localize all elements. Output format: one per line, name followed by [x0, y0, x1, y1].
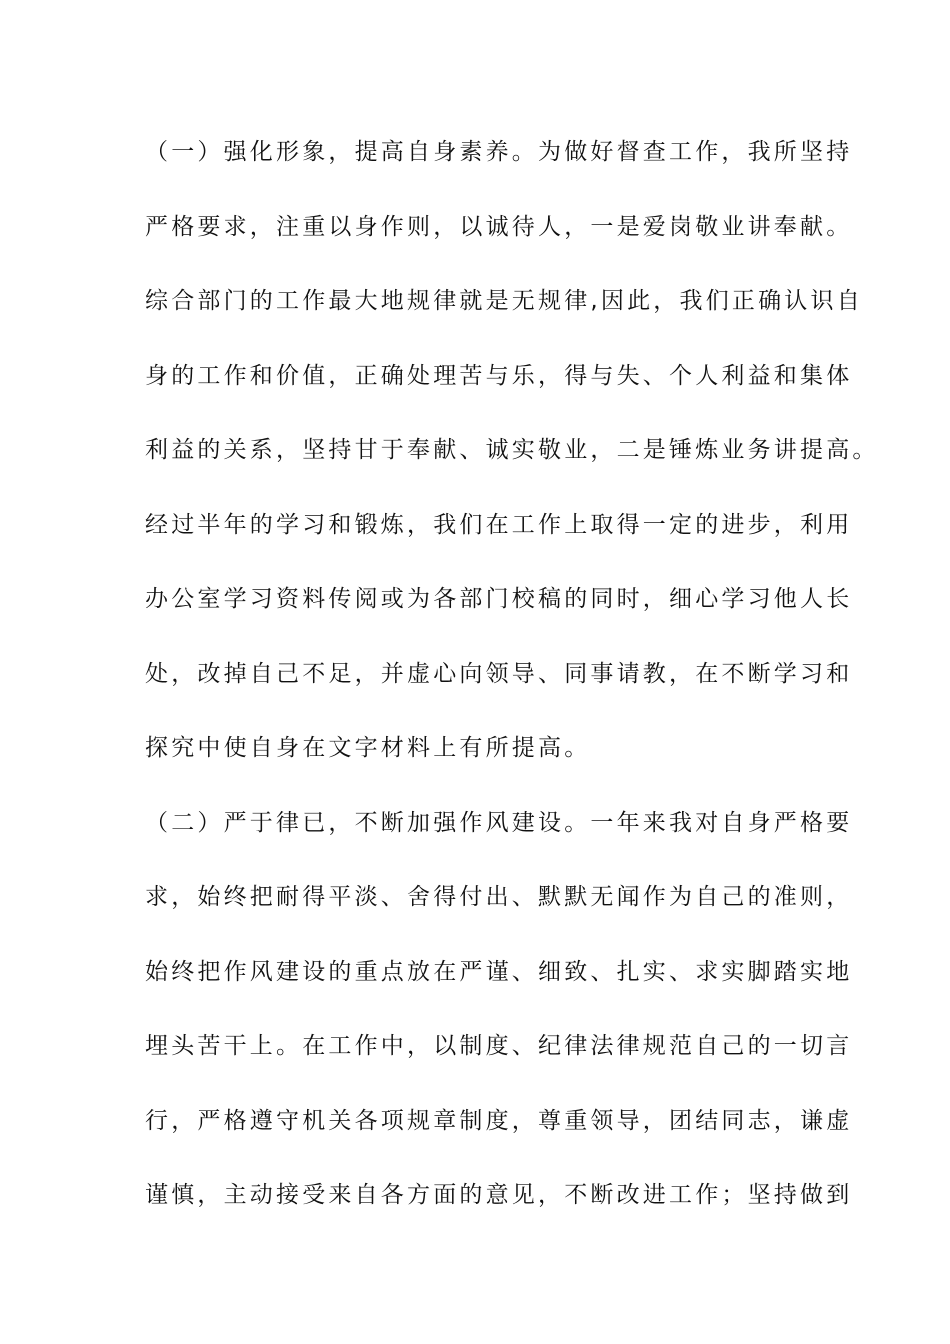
text-line: 始终把作风建设的重点放在严谨、细致、扎实、求实脚踏实地: [145, 958, 853, 985]
body-text: [145, 127, 879, 1245]
text-line: 谨慎，主动接受来自各方面的意见，不断改进工作；坚持做到: [145, 1182, 853, 1208]
text-line: （二）严于律已，不断加强作风建设。一年来我对自身严格要: [145, 809, 853, 836]
text-line: 身的工作和价值，正确处理苦与乐，得与失、个人利益和集体: [145, 362, 853, 389]
text-line: 综合部门的工作最大地规律就是无规律,因此，我们正确认识自: [145, 288, 863, 314]
text-line: （一）强化形象，提高自身素养。为做好督查工作，我所坚持: [145, 139, 853, 165]
text-line: 处，改掉自己不足，并虚心向领导、同事请教，在不断学习和: [145, 660, 853, 687]
text-line: 经过半年的学习和锻炼，我们在工作上取得一定的进步，利用: [145, 511, 853, 538]
text-line: 埋头苦干上。在工作中，以制度、纪律法律规范自己的一切言: [145, 1033, 853, 1059]
text-line: 探究中使自身在文字材料上有所提高。: [145, 735, 591, 761]
text-line: 行，严格遵守机关各项规章制度，尊重领导，团结同志，谦虚: [145, 1107, 853, 1134]
text-line: 利益的关系，坚持甘于奉献、诚实敬业，二是锤炼业务讲提高。: [145, 437, 879, 463]
text-line: 办公室学习资料传阅或为各部门校稿的同时，细心学习他人长: [145, 586, 853, 612]
text-line: 求，始终把耐得平淡、舍得付出、默默无闻作为自己的准则，: [145, 884, 853, 910]
text-line: 严格要求，注重以身作则，以诚待人，一是爱岗敬业讲奉献。: [145, 213, 853, 240]
